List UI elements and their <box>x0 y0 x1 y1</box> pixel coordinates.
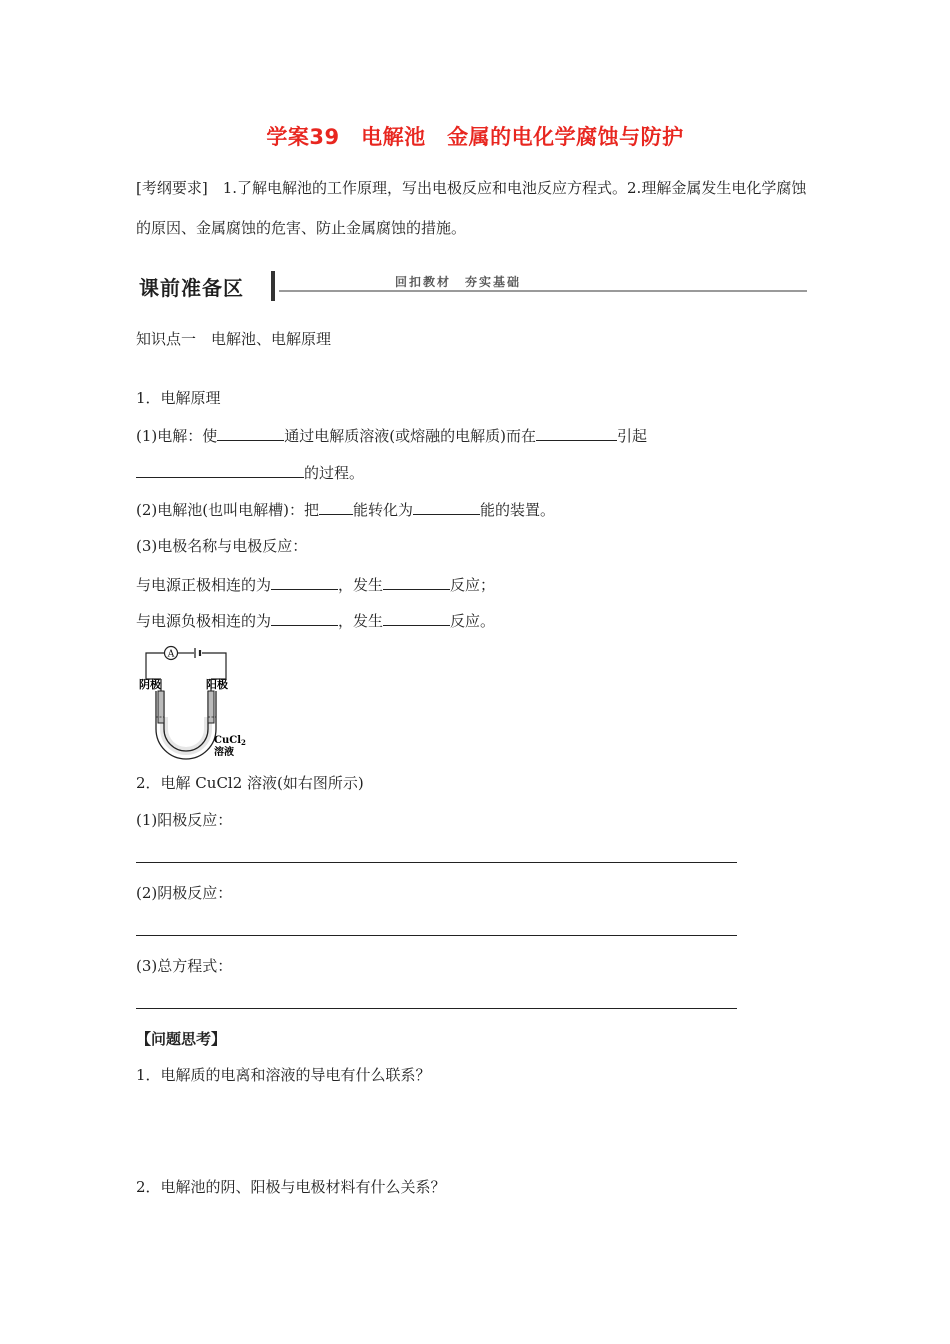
neg-text-b: ，发生 <box>338 612 384 630</box>
answer-line[interactable] <box>136 1008 737 1009</box>
section1-heading: 1．电解原理 <box>136 389 221 407</box>
fill-blank[interactable] <box>217 424 284 441</box>
def-text-c: 引起 <box>616 427 647 445</box>
section-banner <box>137 268 807 304</box>
syllabus-requirements: [考纲要求] 1.了解电解池的工作原理，写出电极反应和电池反应方程式。2.理解金属发生电化学腐蚀的原因、金属腐蚀的危害、防止金属腐蚀的措施。 <box>136 179 807 237</box>
fill-blank[interactable] <box>271 609 338 626</box>
fill-blank[interactable] <box>383 573 450 590</box>
banner-rule <box>279 290 807 292</box>
fill-blank[interactable] <box>536 424 617 441</box>
section2-heading: 2．电解 CuCl2 溶液(如右图所示) <box>136 774 364 792</box>
positive-electrode-line <box>136 573 495 596</box>
answer-line[interactable] <box>136 862 737 863</box>
circuit-wire <box>202 653 226 679</box>
pos-text-c: 反应； <box>450 576 496 594</box>
electrolysis-definition-line1 <box>136 424 647 447</box>
banner-divider <box>271 271 275 301</box>
neg-text-c: 反应。 <box>450 612 496 630</box>
cathode-electrode <box>158 691 164 723</box>
fill-blank[interactable] <box>383 609 450 626</box>
answer-line[interactable] <box>136 935 737 936</box>
def-text-a: (1)电解：使 <box>136 427 218 445</box>
pos-text-b: ，发生 <box>338 576 384 594</box>
ammeter-label: A <box>167 649 175 660</box>
neg-text-a: 与电源负极相连的为 <box>136 612 272 630</box>
page-title: 学案39 电解池 金属的电化学腐蚀与防护 <box>266 125 684 149</box>
fill-blank[interactable] <box>271 573 338 590</box>
thinking-question-2: 2．电解池的阴、阳极与电极材料有什么关系？ <box>136 1178 446 1196</box>
cathode-reaction-label: (2)阴极反应： <box>136 884 233 902</box>
banner-subtitle: 回扣教材 夯实基础 <box>395 275 522 289</box>
fill-blank[interactable] <box>136 461 304 478</box>
cell-text-c: 能的装置。 <box>479 501 555 519</box>
cucl2-solution <box>160 717 212 755</box>
electrolytic-cell-line <box>136 498 555 521</box>
def-text-b: 通过电解质溶液(或熔融的电解质)而在 <box>284 427 536 445</box>
overall-equation-label: (3)总方程式： <box>136 957 233 975</box>
pos-text-a: 与电源正极相连的为 <box>136 576 272 594</box>
u-tube-electrolysis-diagram <box>136 645 256 760</box>
anode-label: 阳极 <box>206 678 228 691</box>
fill-blank[interactable] <box>413 498 480 515</box>
knowledge-point-heading: 知识点一 电解池、电解原理 <box>136 330 332 348</box>
negative-electrode-line <box>136 609 495 632</box>
electrolysis-definition-line2 <box>136 461 364 484</box>
electrode-names-line: (3)电极名称与电极反应： <box>136 537 308 555</box>
banner-title: 课前准备区 <box>139 276 244 300</box>
anode-electrode <box>208 691 214 723</box>
anode-reaction-label: (1)阳极反应： <box>136 811 233 829</box>
cell-text-a: (2)电解池(也叫电解槽)：把 <box>136 501 319 519</box>
solution-label: CuCl$_2$ <box>214 735 246 747</box>
solution-label-2: 溶液 <box>214 747 234 758</box>
thinking-heading: 【问题思考】 <box>136 1030 227 1048</box>
circuit-wire <box>146 653 164 679</box>
thinking-question-1: 1．电解质的电离和溶液的导电有什么联系？ <box>136 1066 431 1084</box>
cell-text-b: 能转化为 <box>352 501 413 519</box>
fill-blank[interactable] <box>319 498 353 515</box>
def-text-d: 的过程。 <box>304 464 365 482</box>
cathode-label: 阴极 <box>139 678 161 691</box>
